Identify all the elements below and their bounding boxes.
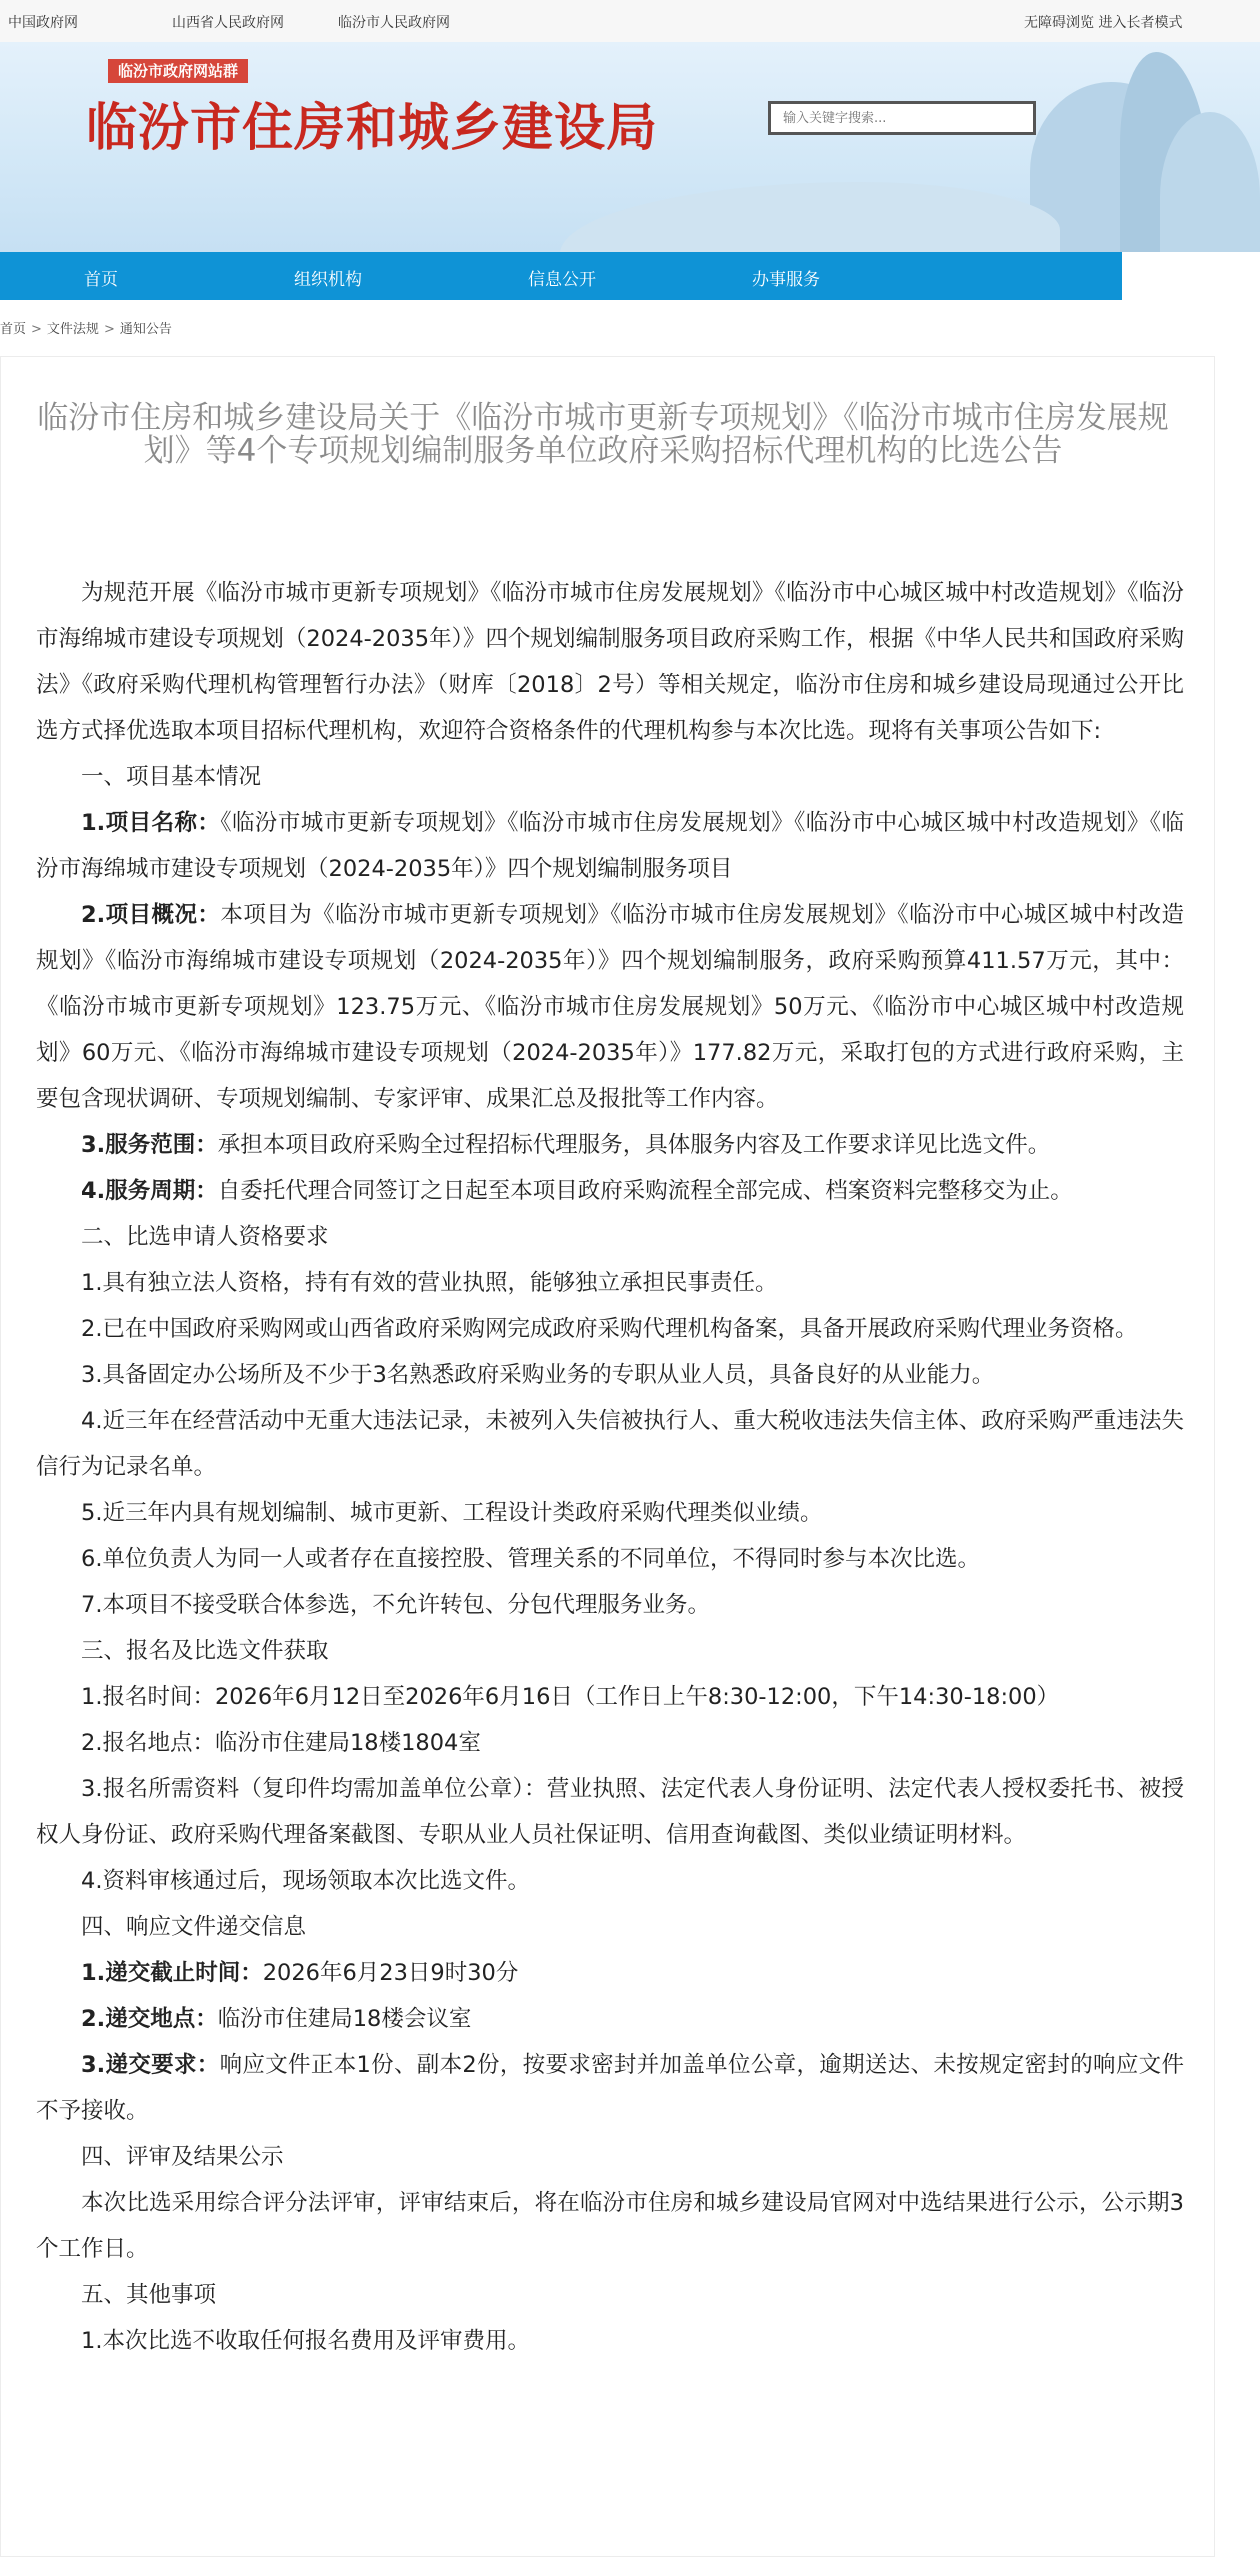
article-paragraph: [36, 1858, 1184, 1904]
paragraph-text: 7.本项目不接受联合体参选，不允许转包、分包代理服务业务。: [81, 1592, 710, 1618]
paragraph-text: 临汾市住建局18楼会议室: [217, 2006, 472, 2032]
article-paragraph: [36, 2272, 1184, 2318]
article-paragraph: [36, 2180, 1184, 2272]
article-paragraph: [36, 1122, 1184, 1168]
article-paragraph: [36, 1536, 1184, 1582]
paragraph-text: 3.具备固定办公场所及不少于3名熟悉政府采购业务的专职从业人员，具备良好的从业能力。: [81, 1362, 995, 1388]
paragraph-text: 响应文件正本1份、副本2份，按要求密封并加盖单位公章，逾期送达、未按规定密封的响应文件不予接收。: [36, 2052, 1185, 2124]
paragraph-text: 《临汾市城市更新专项规划》《临汾市城市住房发展规划》《临汾市中心城区城中村改造规划》《临汾市海绵城市建设专项规划（2024-2035年）》四个规划编制服务项目: [36, 810, 1184, 882]
breadcrumb-notices[interactable]: 通知公告: [119, 322, 172, 337]
breadcrumb-separator: >: [31, 322, 42, 337]
article-paragraph: [36, 1398, 1184, 1490]
paragraph-text: 4.资料审核通过后，现场领取本次比选文件。: [81, 1868, 530, 1894]
paragraph-text: 6.单位负责人为同一人或者存在直接控股、管理关系的不同单位，不得同时参与本次比选。: [81, 1546, 980, 1572]
paragraph-text: 承担本项目政府采购全过程招标代理服务，具体服务内容及工作要求详见比选文件。: [217, 1132, 1051, 1158]
article-paragraph: [36, 892, 1184, 1122]
paragraph-text: 3.报名所需资料（复印件均需加盖单位公章）：营业执照、法定代表人身份证明、法定代表人授权委托书、被授权人身份证、政府采购代理备案截图、专职从业人员社保证明、信用查询截图、类似业绩证明材料。: [36, 1776, 1184, 1848]
breadcrumb-separator: >: [103, 322, 115, 337]
paragraph-label: 1.项目名称：: [81, 810, 221, 836]
nav-item-organization[interactable]: 组织机构: [294, 270, 362, 290]
paragraph-label: 2.递交地点：: [81, 2006, 218, 2032]
article-title: 临汾市住房和城乡建设局关于《临汾市城市更新专项规划》《临汾市城市住房发展规划》等4个专项规划编制服务单位政府采购招标代理机构的比选公告: [37, 400, 1169, 469]
paragraph-text: 2026年6月23日9时30分: [262, 1960, 519, 1986]
paragraph-text: 本次比选采用综合评分法评审，评审结束后，将在临汾市住房和城乡建设局官网对中选结果进行公示，公示期3个工作日。: [36, 2190, 1184, 2262]
paragraph-text: 二、比选申请人资格要求: [81, 1224, 329, 1250]
article-paragraph: [36, 1996, 1184, 2042]
search-input[interactable]: [768, 101, 1036, 135]
breadcrumb-home[interactable]: 首页: [0, 322, 27, 337]
paragraph-text: 4.近三年在经营活动中无重大违法记录，未被列入失信被执行人、重大税收违法失信主体、政府采购严重违法失信行为记录名单。: [36, 1408, 1184, 1480]
paragraph-text: 5.近三年内具有规划编制、城市更新、工程设计类政府采购代理类似业绩。: [81, 1500, 823, 1526]
article-paragraph: [36, 1352, 1184, 1398]
paragraph-text: 为规范开展《临汾市城市更新专项规划》《临汾市城市住房发展规划》《临汾市中心城区城中村改造规划》《临汾市海绵城市建设专项规划（2024-2035年）》四个规划编制服务项目政府采购工作，根据《中华人民共和国政府采购法》《政府采购代理机构管理暂行办法》（财库〔2018〕2号）等相关规定，临汾市住房和城乡建设局现通过公开比选方式择优选取本项目招标代理机构，欢迎符合资格条件的代理机构参与本次比选。现将有关事项公告如下:: [36, 580, 1184, 744]
article-paragraph: [36, 1490, 1184, 1536]
article-paragraph: [36, 570, 1184, 754]
nav-item-info-disclosure[interactable]: 信息公开: [528, 270, 596, 290]
article-paragraph: [36, 1306, 1184, 1352]
paragraph-text: 三、报名及比选文件获取: [81, 1638, 329, 1664]
top-link-shanxi-gov[interactable]: 山西省人民政府网: [172, 15, 284, 31]
article-paragraph: [36, 1766, 1184, 1858]
paragraph-text: 1.本次比选不收取任何报名费用及评审费用。: [81, 2328, 530, 2354]
paragraph-text: 自委托代理合同签订之日起至本项目政府采购流程全部完成、档案资料完整移交为止。: [217, 1178, 1073, 1204]
article-paragraph: [36, 1950, 1184, 1996]
paragraph-label: 1.递交截止时间：: [81, 1960, 263, 1986]
paragraph-label: 3.服务范围：: [81, 1132, 218, 1158]
article-paragraph: [36, 1720, 1184, 1766]
paragraph-text: 本项目为《临汾市城市更新专项规划》《临汾市城市住房发展规划》《临汾市中心城区城中村改造规划》《临汾市海绵城市建设专项规划（2024-2035年）》四个规划编制服务，政府采购预算411.57万元，其中：《临汾市城市更新专项规划》123.75万元、《临汾市城市住房发展规划》50万元、《临汾市中心城区城中村改造规划》60万元、《临汾市海绵城市建设专项规划（2024-2035年）》177.82万元，采取打包的方式进行政府采购，主要包含现状调研、专项规划编制、专家评审、成果汇总及报批等工作内容。: [36, 902, 1184, 1112]
nav-item-home[interactable]: 首页: [84, 270, 118, 290]
article-paragraph: [36, 1214, 1184, 1260]
nav-item-services[interactable]: 办事服务: [752, 270, 820, 290]
breadcrumb: [0, 318, 172, 337]
paragraph-label: 4.服务周期：: [81, 1178, 218, 1204]
paragraph-text: 四、响应文件递交信息: [81, 1914, 307, 1940]
accessibility-links[interactable]: 无障碍浏览 进入长者模式: [1024, 15, 1183, 31]
article-paragraph: [36, 1582, 1184, 1628]
paragraph-text: 2.报名地点：临汾市住建局18楼1804室: [81, 1730, 481, 1756]
paragraph-text: 四、评审及结果公示: [81, 2144, 284, 2170]
article-body: [36, 570, 1184, 2364]
article-paragraph: [36, 754, 1184, 800]
paragraph-label: 3.递交要求：: [81, 2052, 220, 2078]
site-group-tag: 临汾市政府网站群: [108, 59, 248, 83]
paragraph-label: 2.项目概况：: [81, 902, 221, 928]
paragraph-text: 1.报名时间：2026年6月12日至2026年6月16日（工作日上午8:30-12:00，下午14:30-18:00）: [81, 1684, 1060, 1710]
article-paragraph: [36, 1904, 1184, 1950]
article-paragraph: [36, 1168, 1184, 1214]
article-paragraph: [36, 2042, 1184, 2134]
banner-mountain-decoration: [560, 182, 1060, 252]
top-utility-bar: [0, 0, 1260, 43]
breadcrumb-regulations[interactable]: 文件法规: [46, 322, 99, 337]
main-nav: [0, 252, 1122, 300]
article-paragraph: [36, 1674, 1184, 1720]
top-link-linfen-gov[interactable]: 临汾市人民政府网: [338, 15, 450, 31]
article-paragraph: [36, 1628, 1184, 1674]
paragraph-text: 五、其他事项: [81, 2282, 217, 2308]
paragraph-text: 2.已在中国政府采购网或山西省政府采购网完成政府采购代理机构备案，具备开展政府采购代理业务资格。: [81, 1316, 1138, 1342]
article-paragraph: [36, 2318, 1184, 2364]
top-link-gov-cn[interactable]: 中国政府网: [8, 15, 78, 31]
article-paragraph: [36, 1260, 1184, 1306]
article-paragraph: [36, 2134, 1184, 2180]
article-paragraph: [36, 800, 1184, 892]
site-title[interactable]: 临汾市住房和城乡建设局: [86, 98, 659, 158]
paragraph-text: 一、项目基本情况: [81, 764, 262, 790]
paragraph-text: 1.具有独立法人资格，持有有效的营业执照，能够独立承担民事责任。: [81, 1270, 778, 1296]
